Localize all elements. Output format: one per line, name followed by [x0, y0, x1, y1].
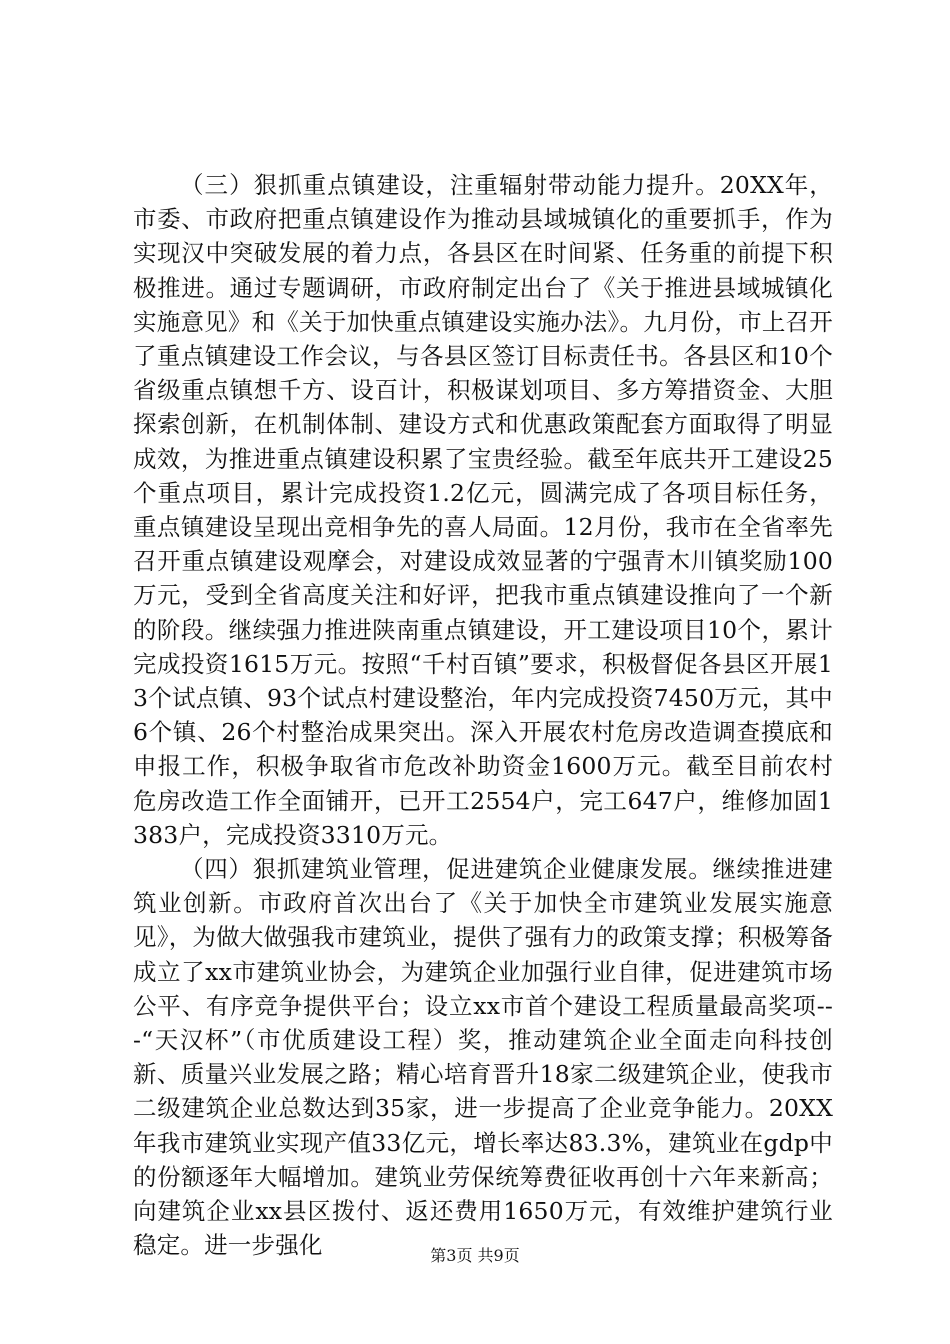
paragraph-section-4: （四）狠抓建筑业管理，促进建筑企业健康发展。继续推进建筑业创新。市政府首次出台了《关于加快全市建筑业发展实施意见》，为做大做强我市建筑业，提供了强有力的政策支撑；积极筹备成立了xx市建筑业协会，为建筑企业加强行业自律，促进建筑市场公平、有序竞争提供平台；设立xx市首个建设工程质量最高奖项---“天汉杯”（市优质建设工程）奖，推动建筑企业全面走向科技创新、质量兴业发展之路；精心培育晋升18家二级建筑企业，使我市二级建筑企业总数达到35家，进一步提高了企业竞争能力。20XX年我市建筑业实现产值33亿元，增长率达83.3%，建筑业在gdp中的份额逐年大幅增加。建筑业劳保统筹费征收再创十六年来新高；向建筑企业xx县区拨付、返还费用1650万元，有效维护建筑行业稳定。进一步强化	[133, 855, 833, 1260]
paragraph-section-3: （三）狠抓重点镇建设，注重辐射带动能力提升。20XX年，市委、市政府把重点镇建设作为推动县域城镇化的重要抓手，作为实现汉中突破发展的着力点，各县区在时间紧、任务重的前提下积极推进。通过专题调研，市政府制定出台了《关于推进县域城镇化实施意见》和《关于加快重点镇建设实施办法》。九月份，市上召开了重点镇建设工作会议，与各县区签订目标责任书。各县区和10个省级重点镇想千方、设百计，积极谋划项目、多方筹措资金、大胆探索创新，在机制体制、建设方式和优惠政策配套方面取得了明显成效，为推进重点镇建设积累了宝贵经验。截至年底共开工建设25个重点项目，累计完成投资1.2亿元，圆满完成了各项目标任务，重点镇建设呈现出竞相争先的喜人局面。12月份，我市在全省率先召开重点镇建设观摩会，对建设成效显著的宁强青木川镇奖励100万元，受到全省高度关注和好评，把我市重点镇建设推向了一个新的阶段。继续强力推进陕南重点镇建设，开工建设项目10个，累计完成投资1615万元。按照“千村百镇”要求，积极督促各县区开展13个试点镇、93个试点村建设整治，年内完成投资7450万元，其中6个镇、26个村整治成果突出。深入开展农村危房改造调查摸底和申报工作，积极争取省市危改补助资金1600万元。截至目前农村危房改造工作全面铺开，已开工2554户，完工647户，维修加固1383户，完成投资3310万元。	[133, 171, 833, 849]
page-number-footer: 第3页 共9页	[430, 1246, 520, 1265]
document-body	[133, 168, 833, 1263]
